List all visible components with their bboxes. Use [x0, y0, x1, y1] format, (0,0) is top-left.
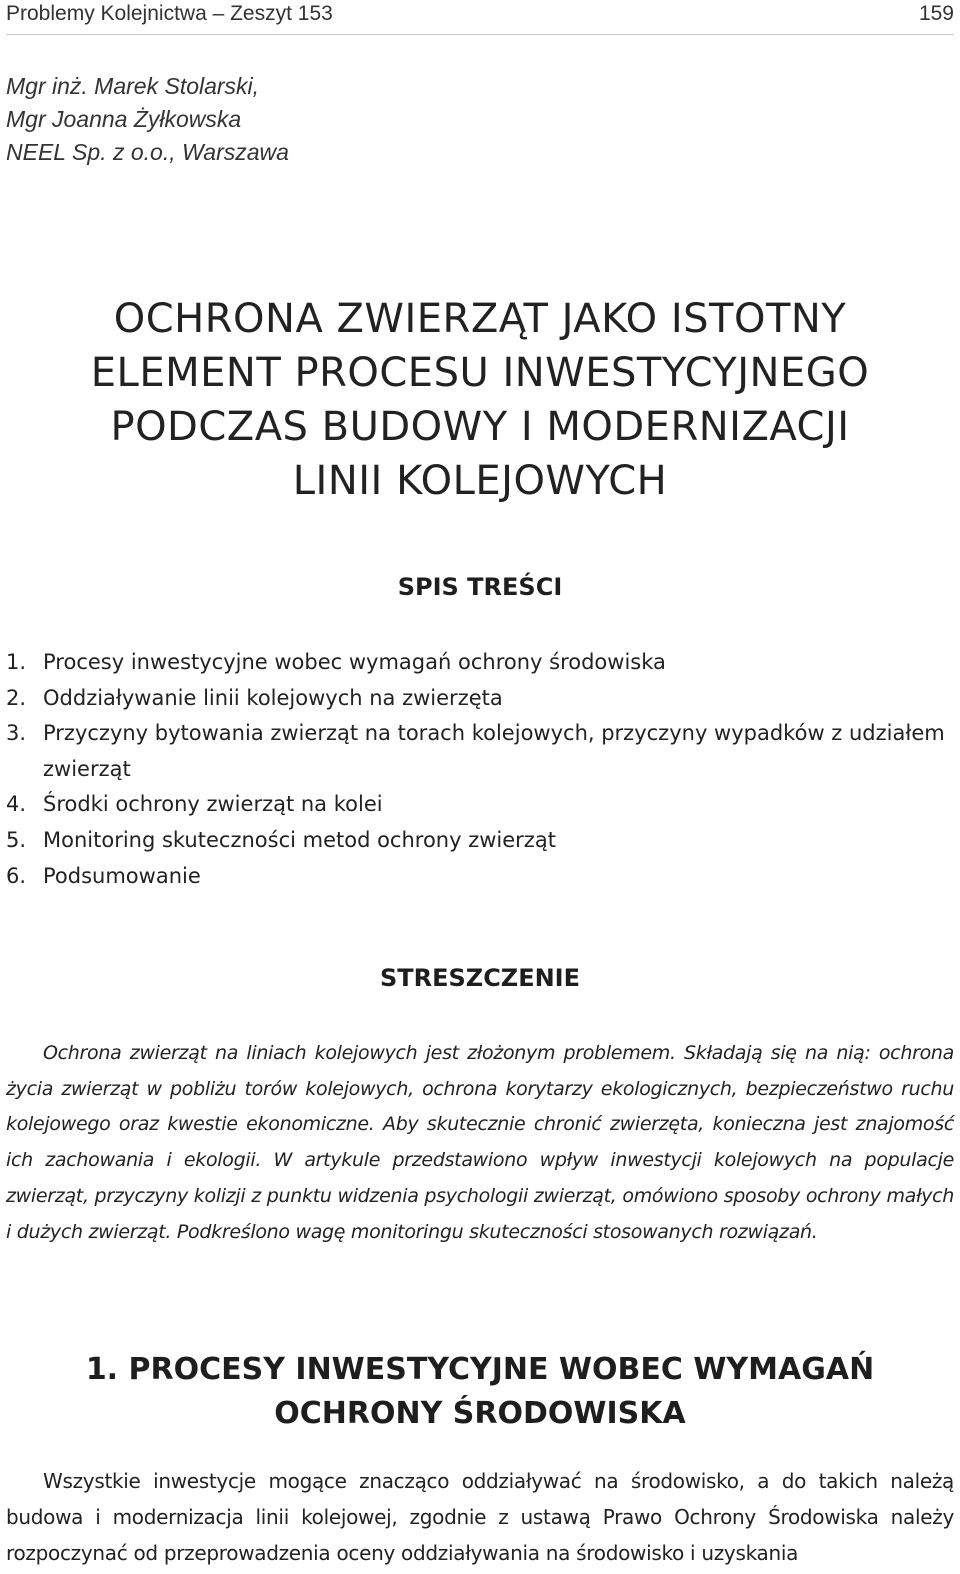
toc-item-text: Podsumowanie: [43, 863, 201, 888]
toc-item: [6, 681, 954, 717]
journal-title: Problemy Kolejnictwa – Zeszyt 153: [6, 2, 333, 25]
section-1-heading-line: OCHRONY ŚRODOWISKA: [274, 1396, 686, 1431]
toc-item: [6, 716, 954, 787]
page-number: 159: [918, 2, 954, 25]
author-line: Mgr inż. Marek Stolarski,: [6, 73, 260, 99]
abstract-text: Ochrona zwierząt na liniach kolejowych jest złożonym problemem. Składają się na nią: ochrona życia zwierząt w pobliżu torów kolejowych, ochrona korytarzy ekologicznych, bezpieczeństwo ruchu kolejowego oraz kwestie ekonomiczne. Aby skutecznie chronić zwierzęta, konieczna jest znajomość ich zachowania i ekologii. W artykule przedstawiono wpływ inwestycji kolejowych na populacje zwierząt, przyczyny kolizji z punktu widzenia psychologii zwierząt, omówiono sposoby ochrony małych i dużych zwierząt. Podkreślono wagę monitoringu skuteczności stosowanych rozwiązań.: [6, 1042, 954, 1243]
toc-item: [6, 787, 954, 823]
toc-item: [6, 645, 954, 681]
toc-item-number: 1.: [6, 650, 27, 674]
toc-item-number: 3.: [6, 721, 27, 746]
toc-item: [6, 823, 954, 859]
toc-item-text: Oddziaływanie linii kolejowych na zwierzęta: [43, 685, 503, 710]
section-1-heading-line: 1. PROCESY INWESTYCYJNE WOBEC WYMAGAŃ: [85, 1352, 875, 1387]
section-1-heading: [0, 1348, 960, 1436]
toc-item-text: Przyczyny bytowania zwierząt na torach kolejowych, przyczyny wypadków z udziałem zwierząt: [43, 721, 945, 781]
running-header: [6, 0, 954, 35]
abstract-heading: STRESZCZENIE: [379, 964, 581, 992]
table-of-contents: [6, 645, 954, 894]
toc-item-text: Procesy inwestycyjne wobec wymagań ochrony środowiska: [43, 650, 666, 674]
author-block: [6, 70, 289, 169]
affiliation-line: NEEL Sp. z o.o., Warszawa: [6, 139, 289, 165]
section-1-paragraph: Wszystkie inwestycje mogące znacząco oddziaływać na środowisko, a do takich należą budowa i modernizacja linii kolejowej, zgodnie z ustawą Prawo Ochrony Środowiska należy rozpoczynać od przeprowadzenia oceny oddziaływania na środowisko i uzyskania: [6, 1469, 954, 1565]
author-line: Mgr Joanna Żyłkowska: [6, 106, 242, 132]
toc-item: [6, 859, 954, 895]
toc-item-text: Monitoring skuteczności metod ochrony zwierząt: [43, 827, 556, 852]
title-line: OCHRONA ZWIERZĄT JAKO ISTOTNY: [113, 296, 847, 342]
article-title: [0, 292, 960, 508]
title-line: LINII KOLEJOWYCH: [292, 458, 668, 504]
toc-item-number: 2.: [6, 685, 27, 710]
title-line: PODCZAS BUDOWY I MODERNIZACJI: [110, 404, 850, 450]
toc-item-number: 4.: [6, 792, 27, 817]
toc-item-number: 5.: [6, 827, 27, 852]
toc-item-number: 6.: [6, 863, 27, 888]
toc-item-text: Środki ochrony zwierząt na kolei: [43, 792, 383, 817]
title-line: ELEMENT PROCESU INWESTYCYJNEGO: [90, 350, 870, 396]
toc-heading: SPIS TREŚCI: [397, 573, 563, 601]
